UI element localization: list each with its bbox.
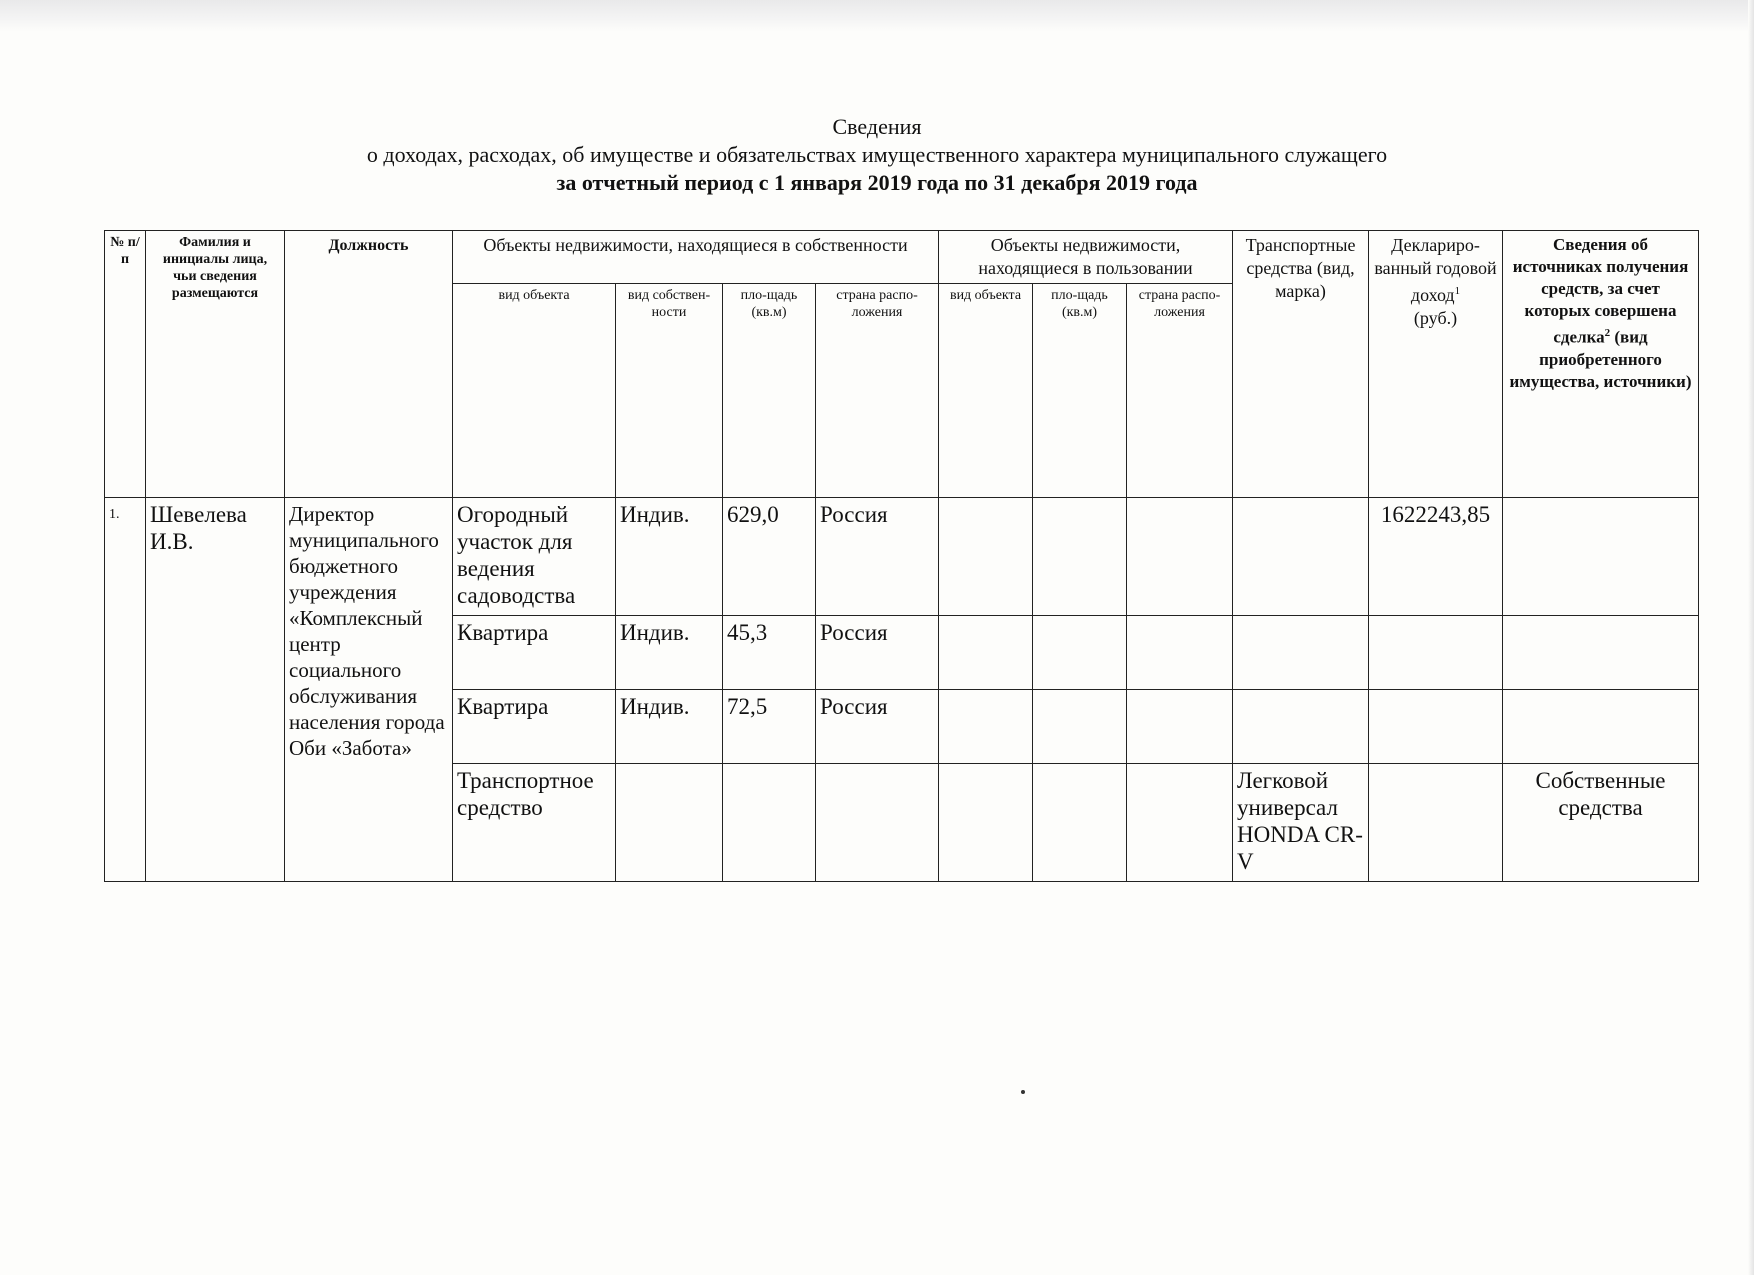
used-country <box>1127 498 1233 616</box>
funding-source: Собственные средства <box>1503 764 1699 882</box>
scan-speck <box>1021 1090 1025 1094</box>
owned-object-type: Квартира <box>453 690 616 764</box>
owned-country: Россия <box>816 498 939 616</box>
owned-object-type: Огородный участок для ведения садоводства <box>453 498 616 616</box>
col-num-header: № п/п <box>105 231 146 498</box>
col-position-header: Должность <box>285 231 453 498</box>
col-used-group-header: Объекты недвижимости, находящиеся в пользовании <box>939 231 1233 284</box>
income-footnote-mark: 1 <box>1454 285 1461 297</box>
header-period: за отчетный период с 1 января 2019 года по 31 декабря 2019 года <box>556 170 1198 195</box>
owned-area: 45,3 <box>723 616 816 690</box>
person-position: Директор муниципального бюджетного учреждения «Комплексный центр социального обслуживания населения города Оби «Забота» <box>285 498 453 882</box>
declared-income: 1622243,85 <box>1369 498 1503 616</box>
owned-object-type: Транспортное средство <box>453 764 616 882</box>
used-object-type <box>939 690 1033 764</box>
col-used-area-header: пло-щадь (кв.м) <box>1033 284 1127 498</box>
income-declaration-table <box>104 230 1699 882</box>
used-area <box>1033 764 1127 882</box>
col-owned-country-header: страна распо-ложения <box>816 284 939 498</box>
income-header-text: Деклариро-ванный годовой доход <box>1374 235 1497 305</box>
used-country <box>1127 690 1233 764</box>
sources-header-text: Сведения об источниках получения средств, за счет которых совершена сделка <box>1512 235 1689 347</box>
used-area <box>1033 498 1127 616</box>
vehicle <box>1233 616 1369 690</box>
document-header <box>0 113 1754 197</box>
owned-object-type: Квартира <box>453 616 616 690</box>
declared-income-empty <box>1369 690 1503 764</box>
sources-footnote-mark: 2 <box>1604 327 1611 339</box>
sources-header-tail: (вид приобретенного имущества, источники) <box>1509 327 1692 391</box>
owned-ownership-type: Индив. <box>616 498 723 616</box>
col-used-type-header: вид объекта <box>939 284 1033 498</box>
used-object-type <box>939 498 1033 616</box>
header-title: Сведения <box>832 114 922 139</box>
col-used-country-header: страна распо-ложения <box>1127 284 1233 498</box>
income-header-unit: (руб.) <box>1413 308 1458 328</box>
owned-ownership-type: Индив. <box>616 616 723 690</box>
owned-area: 629,0 <box>723 498 816 616</box>
header-row-1 <box>105 231 1699 284</box>
owned-ownership-type <box>616 764 723 882</box>
used-country <box>1127 764 1233 882</box>
owned-ownership-type: Индив. <box>616 690 723 764</box>
used-area <box>1033 690 1127 764</box>
used-country <box>1127 616 1233 690</box>
used-object-type <box>939 764 1033 882</box>
table-row <box>105 498 1699 616</box>
funding-source <box>1503 616 1699 690</box>
owned-country <box>816 764 939 882</box>
col-income-header <box>1369 231 1503 498</box>
owned-country: Россия <box>816 616 939 690</box>
col-owned-area-header: пло-щадь (кв.м) <box>723 284 816 498</box>
col-owned-group-header: Объекты недвижимости, находящиеся в собственности <box>453 231 939 284</box>
owned-area <box>723 764 816 882</box>
funding-source <box>1503 498 1699 616</box>
declared-income-empty <box>1369 616 1503 690</box>
vehicle <box>1233 498 1369 616</box>
owned-country: Россия <box>816 690 939 764</box>
owned-area: 72,5 <box>723 690 816 764</box>
col-owned-ownership-header: вид собствен-ности <box>616 284 723 498</box>
funding-source <box>1503 690 1699 764</box>
vehicle <box>1233 690 1369 764</box>
scan-top-edge <box>0 0 1754 32</box>
row-number: 1. <box>105 498 146 882</box>
declared-income-empty <box>1369 764 1503 882</box>
col-sources-header <box>1503 231 1699 498</box>
used-area <box>1033 616 1127 690</box>
vehicle: Легковой универсал HONDA CR-V <box>1233 764 1369 882</box>
used-object-type <box>939 616 1033 690</box>
col-owned-type-header: вид объекта <box>453 284 616 498</box>
col-name-header: Фамилия и инициалы лица, чьи сведения размещаются <box>146 231 285 498</box>
header-subtitle: о доходах, расходах, об имуществе и обязательствах имущественного характера муниципального служащего <box>366 142 1388 167</box>
person-name: Шевелева И.В. <box>146 498 285 882</box>
col-vehicles-header: Транспортные средства (вид, марка) <box>1233 231 1369 498</box>
